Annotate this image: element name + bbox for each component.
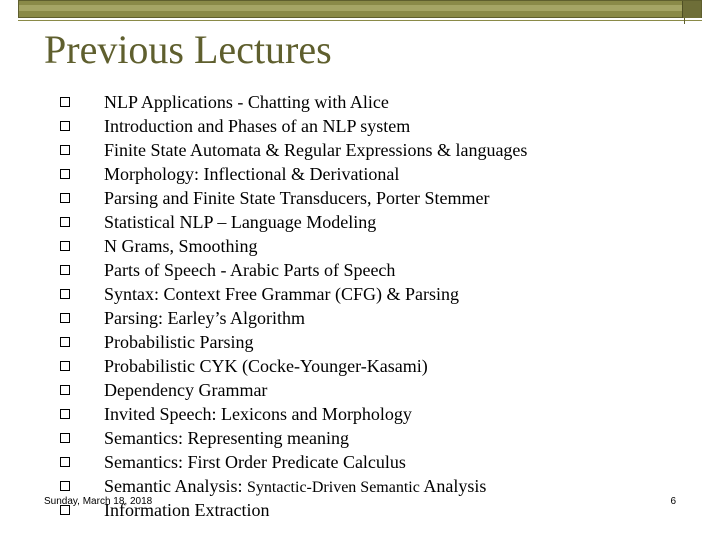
bullet-square-icon — [60, 241, 70, 251]
list-item-text: Probabilistic Parsing — [104, 332, 254, 352]
list-item-text: Parts of Speech - Arabic Parts of Speech — [104, 260, 396, 280]
list-item-text-main: Semantic Analysis: — [104, 476, 247, 496]
bullet-square-icon — [60, 433, 70, 443]
list-item-text: Dependency Grammar — [104, 380, 268, 400]
top-bar-end-block — [682, 1, 701, 18]
list-item-text-tail: Analysis — [419, 476, 487, 496]
bullet-square-icon — [60, 409, 70, 419]
bullet-square-icon — [60, 361, 70, 371]
list-item-text: Syntax: Context Free Grammar (CFG) & Parsing — [104, 284, 459, 304]
bullet-square-icon — [60, 337, 70, 347]
bullet-square-icon — [60, 145, 70, 155]
top-bar-stripe — [19, 5, 701, 11]
bullet-square-icon — [60, 265, 70, 275]
bullet-square-icon — [60, 217, 70, 227]
list-item-text: Semantics: First Order Predicate Calculus — [104, 452, 406, 472]
list-item-text: Semantics: Representing meaning — [104, 428, 349, 448]
list-item-text: Introduction and Phases of an NLP system — [104, 116, 411, 136]
bullet-square-icon — [60, 457, 70, 467]
list-item-text-sub: Syntactic-Driven Semantic — [247, 479, 420, 496]
list-item-text — [104, 474, 486, 500]
bullet-square-icon — [60, 121, 70, 131]
bullet-square-icon — [60, 289, 70, 299]
list-item-text: N Grams, Smoothing — [104, 236, 258, 256]
list-item-text: Finite State Automata & Regular Expressions & languages — [104, 140, 528, 160]
bullet-square-icon — [60, 313, 70, 323]
page-number: 6 — [670, 496, 676, 507]
bullet-square-icon — [60, 481, 70, 491]
list-item-text: Information Extraction — [104, 500, 270, 520]
bullet-square-icon — [60, 193, 70, 203]
list-item-text: Morphology: Inflectional & Derivational — [104, 164, 400, 184]
bullet-square-icon — [60, 385, 70, 395]
bullet-square-icon — [60, 97, 70, 107]
title-rule-tick — [684, 18, 685, 24]
top-decorative-bar — [18, 0, 702, 18]
footer-date: Sunday, March 18, 2018 — [44, 496, 153, 507]
bullet-square-icon — [60, 169, 70, 179]
slide-title: Previous Lectures — [44, 27, 332, 72]
list-item-text: NLP Applications - Chatting with Alice — [104, 92, 389, 112]
list-item-text: Invited Speech: Lexicons and Morphology — [104, 404, 412, 424]
list-item-text: Parsing and Finite State Transducers, Porter Stemmer — [104, 188, 490, 208]
list-item-text: Parsing: Earley’s Algorithm — [104, 308, 305, 328]
list-item-text: Probabilistic CYK (Cocke-Younger-Kasami) — [104, 356, 428, 376]
title-rule — [18, 20, 702, 21]
list-item-text: Statistical NLP – Language Modeling — [104, 212, 377, 232]
